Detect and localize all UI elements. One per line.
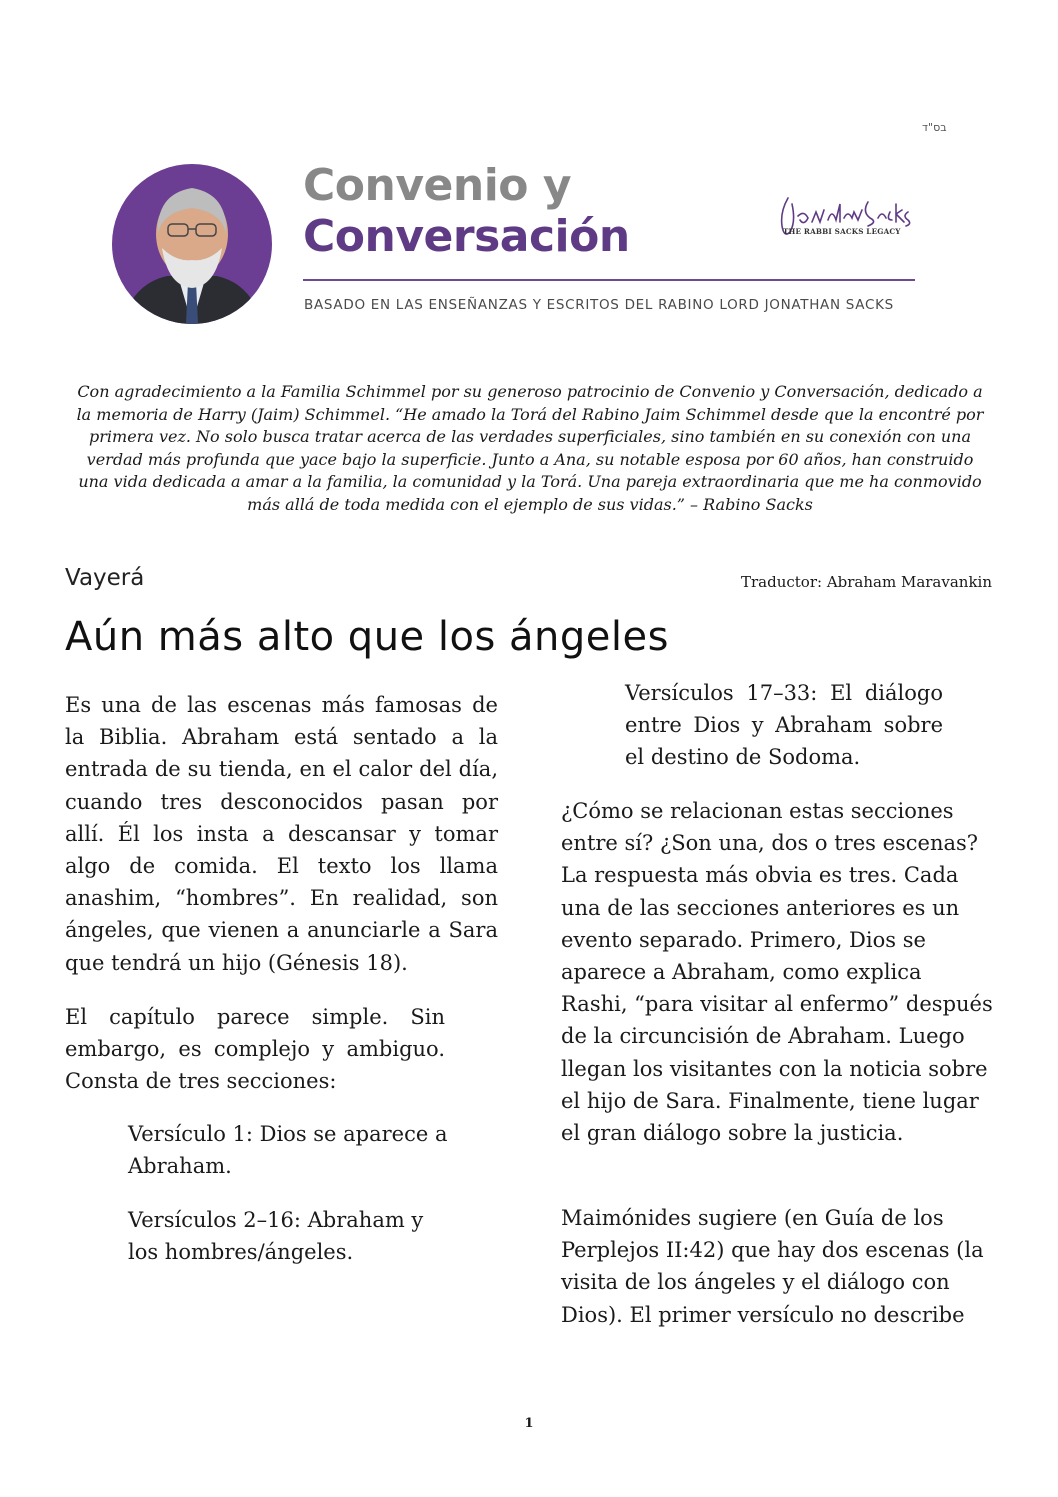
verse-section-item: Versículo 1: Dios se aparece a Abraham. <box>128 1122 448 1179</box>
verse-section-item: Versículos 17–33: El diálogo entre Dios y Abraham sobre el destino de Sodoma. <box>625 681 943 770</box>
body-paragraph: Es una de las escenas más famosas de la Biblia. Abraham está sentado a la entrada de su tienda, en el calor del día, cuando tres desconocidos pasan por allí. Él los insta a descansar y tomar algo de comida. El texto los llama anashim, “hombres”. En realidad, son ángeles, que vienen a anunciarle a Sara que tendrá un hijo (Génesis 18). <box>65 693 498 975</box>
body-paragraph: Maimónides sugiere (en Guía de los Perplejos II:42) que hay dos escenas (la visita de los ángeles y el diálogo con Dios). El primer versículo no describe <box>561 1206 984 1327</box>
bsd-mark: בס"ד <box>922 121 947 134</box>
body-paragraph: El capítulo parece simple. Sin embargo, es complejo y ambiguo. Consta de tres secciones: <box>65 1005 445 1094</box>
header-subtitle: BASADO EN LAS ENSEÑANZAS Y ESCRITOS DEL RABINO LORD JONATHAN SACKS <box>304 297 894 313</box>
jonathan-sacks-signature <box>774 192 914 244</box>
verse-section-item: Versículos 2–16: Abraham y los hombres/ángeles. <box>128 1208 424 1265</box>
body-paragraph: ¿Cómo se relacionan estas secciones entre sí? ¿Son una, dos o tres escenas? La respuesta más obvia es tres. Cada una de las secciones anteriores es un evento separado. Primero, Dios se aparece a Abraham, como explica Rashi, “para visitar al enfermo” después de la circuncisión de Abraham. Luego llegan los visitantes con la noticia sobre el hijo de Sara. Finalmente, tiene lugar el gran diálogo sobre la justicia. <box>561 799 993 1146</box>
brand-title-line1: Convenio y <box>303 160 572 211</box>
rabbi-sacks-portrait <box>112 164 272 324</box>
brand-title <box>303 160 630 262</box>
page-number: 1 <box>524 1416 534 1431</box>
translator-credit: Traductor: Abraham Maravankin <box>740 573 992 591</box>
legacy-label: THE RABBI SACKS LEGACY <box>783 227 901 236</box>
dedication-text: Con agradecimiento a la Familia Schimmel por su generoso patrocinio de Convenio y Conversación, dedicado a la memoria de Harry (Jaim) Schimmel. “He amado la Torá del Rabino Jaim Schimmel desde que la encontré por primera vez. No solo busca tratar acerca de las verdades superficiales, sino también en su conexión con una verdad más profunda que yace bajo la superficie. Junto a Ana, su notable esposa por 60 años, han construido una vida dedicada a amar a la familia, la comunidad y la Torá. Una pareja extraordinaria que me ha conmovido más allá de toda medida con el ejemplo de sus vidas.” – Rabino Sacks <box>76 382 984 514</box>
parasha-name: Vayerá <box>65 565 145 591</box>
header-divider <box>303 279 915 281</box>
article-title: Aún más alto que los ángeles <box>65 614 669 660</box>
brand-title-line2: Conversación <box>303 211 630 262</box>
